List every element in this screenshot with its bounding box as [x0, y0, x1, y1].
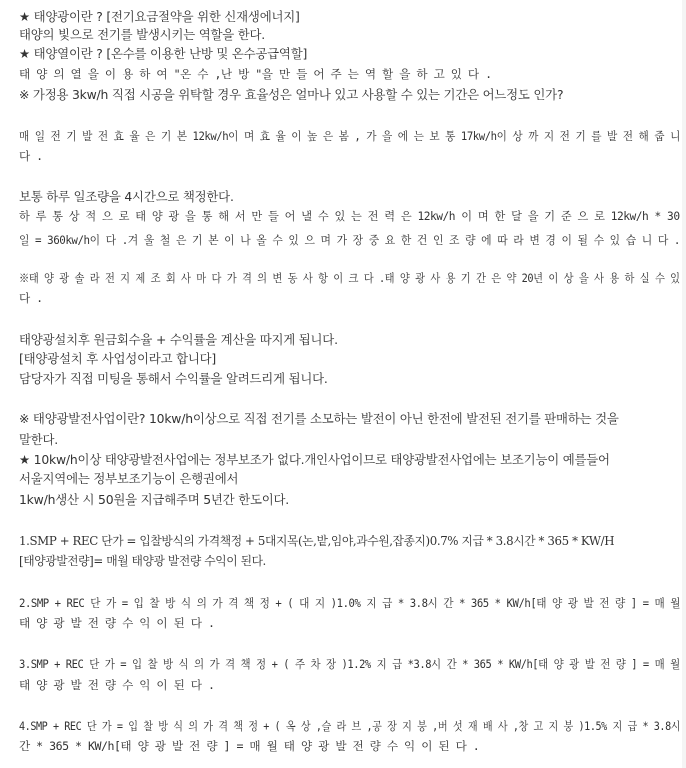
text-home-3kw-question: ※ 가정용 3kw/h 직접 시공을 위탁할 경우 효율성은 얼마나 있고 사용할 수 있는 기간은 어느정도 인가? — [19, 87, 564, 102]
formula-3-result: 태 양 광 발 전 량 수 익 이 된 다 . — [19, 678, 215, 692]
text-roi-calc: 태양광설치후 원금회수율 + 수익률을 계산을 따지게 됩니다. — [19, 332, 338, 347]
text-price-variation: ※태 양 광 솔 라 전 지 제 조 회 사 마 다 가 격 의 변 동 사 항 이 크 다 .태 양 광 사 용 기 간 은 약 20년 이 상 을 사 용 하 실 수 있 — [19, 271, 680, 285]
text-sunlight-hours: 보통 하루 일조량을 4시간으로 책정한다. — [19, 189, 234, 204]
text-won-per-kwh: 1kw/h생산 시 50원을 지급해주며 5년간 한도이다. — [19, 492, 290, 507]
text-daily-output: 하 루 통 상 적 으 로 태 양 광 을 통 해 서 만 들 어 낼 수 있 는 전 력 은 12kw/h 이 며 한 달 을 기 준 으 로 12kw/h * 30 — [19, 209, 680, 223]
formula-4-result: 간 * 365 * KW/h[태 양 광 발 전 량 ] = 매 월 태 양 광 발 전 량 수 익 이 된 다 . — [19, 739, 480, 753]
formula-2: 2.SMP + REC 단 가 = 입 찰 방 식 의 가 격 책 정 + ( 대 지 )1.0% 지 급 * 3.8시 간 * 365 * KW/h[태 양 광 발 전 량 ] = 매 월 — [19, 596, 681, 610]
text-daily-efficiency: 매 일 전 기 발 전 효 율 은 기 본 12kw/h이 며 효 율 이 높 은 봄 , 가 을 에 는 보 통 17kw/h이 상 까 지 전 기 를 발 전 해 줍 니 — [19, 129, 680, 143]
formula-4: 4.SMP + REC 단 가 = 입 찰 방 식 의 가 격 책 정 + ( 옥 상 ,슬 라 브 ,공 장 지 붕 ,버 섯 재 배 사 ,창 고 지 붕 )1.5% 지 급 * 3.8시 — [19, 719, 681, 733]
heading-solar-power: ★ 태양광이란 ? [전기요금절약을 위한 신재생에너지] — [19, 9, 300, 24]
text-price-variation-end: 다 . — [19, 291, 43, 305]
text-no-subsidy: ★ 10kw/h이상 태양광발전사업에는 정부보조가 없다.개인사업이므로 태양광발전사업에는 보조기능이 예를들어 — [19, 452, 610, 467]
text-daily-efficiency-end: 다 . — [19, 149, 43, 163]
text-business-viability: [태양광설치 후 사업성이라고 합니다] — [19, 351, 217, 366]
text-manager-meeting: 담당자가 직접 미팅을 통해서 수익률을 알려드리게 됩니다. — [19, 371, 328, 386]
text-seoul-subsidy: 서울지역에는 정부보조기능이 은행권에서 — [19, 471, 239, 486]
text-monthly-output: 일 = 360kw/h이 다 .겨 울 철 은 기 본 이 나 올 수 있 으 며 가 장 중 요 한 건 인 조 량 에 따 라 변 경 이 될 수 있 습 니 다 . — [19, 233, 680, 247]
formula-2-result: 태 양 광 발 전 량 수 익 이 된 다 . — [19, 616, 215, 630]
formula-3: 3.SMP + REC 단 가 = 입 찰 방 식 의 가 격 책 정 + ( 주 차 장 )1.2% 지 급 *3.8시 간 * 365 * KW/h[태 양 광 발 전 량 ] = 매 월 — [19, 657, 680, 671]
scrollbar-track[interactable] — [682, 0, 686, 768]
text-solar-heat-desc: 태 양 의 열 을 이 용 하 여 "온 수 ,난 방 "을 만 들 어 주 는 역 할 을 하 고 있 다 . — [19, 67, 492, 81]
text-power-business-def: ※ 태양광발전사업이란? 10kw/h이상으로 직접 전기를 소모하는 발전이 아닌 한전에 발전된 전기를 판매하는 것을 — [19, 411, 619, 426]
formula-1: 1.SMP + REC 단가 = 입찰방식의 가격책정 + 5대지목(논,밭,임야,과수원,잡종지)0.7% 지급 * 3.8시간 * 365 * KW/H — [19, 534, 615, 548]
formula-1-result: [태양광발전량]= 매월 태양광 발전량 수익이 된다. — [19, 554, 266, 568]
text-power-business-def-end: 말한다. — [19, 432, 59, 447]
heading-solar-heat: ★ 태양열이란 ? [온수를 이용한 난방 및 온수공급역할] — [19, 46, 308, 61]
text-solar-power-desc: 태양의 빛으로 전기를 발생시키는 역할을 한다. — [19, 27, 266, 42]
